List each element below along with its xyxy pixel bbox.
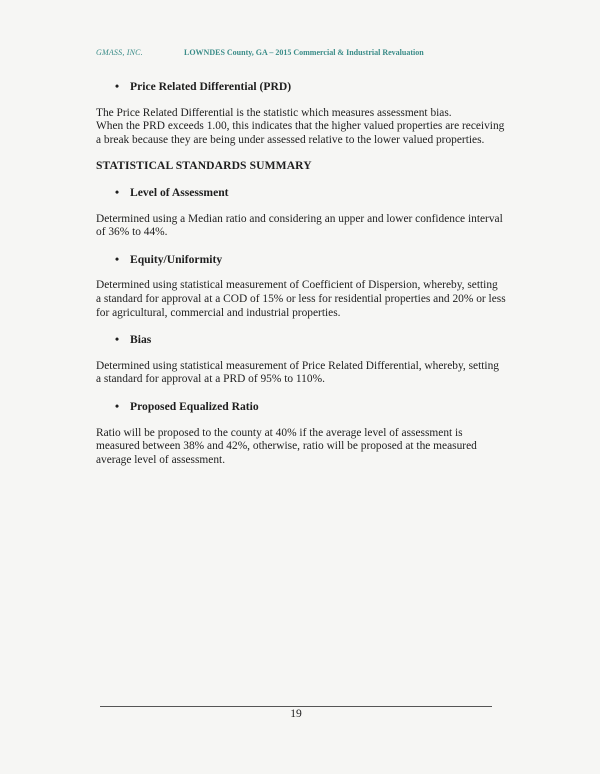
- bullet-icon: •: [115, 333, 120, 347]
- paragraph-line: When the PRD exceeds 1.00, this indicates that the higher valued properties are receiving: [96, 120, 505, 133]
- document-body: [96, 80, 516, 467]
- section-title-summary: STATISTICAL STANDARDS SUMMARY: [96, 159, 312, 173]
- paragraph-line: Determined using a Median ratio and considering an upper and lower confidence interval: [96, 212, 503, 225]
- paragraph-line: Determined using statistical measurement of Coefficient of Dispersion, whereby, setting: [96, 279, 498, 292]
- heading-equity: Equity/Uniformity: [130, 252, 223, 266]
- paragraph-line: The Price Related Differential is the statistic which measures assessment bias.: [96, 106, 452, 119]
- paragraph-equity: [96, 279, 516, 320]
- bullet-icon: •: [115, 185, 120, 199]
- heading-bias: Bias: [130, 333, 152, 347]
- paragraph-line: a standard for approval at a COD of 15% or less for residential properties and 20% or less: [96, 292, 506, 305]
- paragraph-prd: [96, 107, 516, 148]
- header-title: LOWNDES County, GA – 2015 Commercial & Industrial Revaluation: [184, 48, 424, 57]
- bullet-heading-prd: [96, 80, 516, 94]
- bullet-heading-level: [96, 186, 516, 200]
- bullet-heading-ratio: [96, 400, 516, 414]
- paragraph-line: of 36% to 44%.: [96, 226, 168, 239]
- paragraph-line: Determined using statistical measurement of Price Related Differential, whereby, setting: [96, 359, 499, 372]
- heading-prd: Price Related Differential (PRD): [130, 80, 292, 93]
- paragraph-line: a standard for approval at a PRD of 95% to 110%.: [96, 373, 325, 386]
- paragraph-level: [96, 213, 516, 240]
- bullet-icon: •: [115, 80, 120, 93]
- heading-level: Level of Assessment: [130, 185, 229, 199]
- bullet-heading-bias: [96, 333, 516, 347]
- bullet-icon: •: [115, 399, 120, 413]
- bullet-heading-equity: [96, 253, 516, 267]
- paragraph-line: Ratio will be proposed to the county at 40% if the average level of assessment is: [96, 426, 463, 439]
- paragraph-line: for agricultural, commercial and industrial properties.: [96, 306, 341, 319]
- paragraph-line: average level of assessment.: [96, 453, 226, 466]
- page-number: 19: [290, 707, 302, 720]
- paragraph-line: measured between 38% and 42%, otherwise, ratio will be proposed at the measured: [96, 440, 477, 453]
- heading-ratio: Proposed Equalized Ratio: [130, 399, 259, 413]
- paragraph-line: a break because they are being under assessed relative to the lower valued properties.: [96, 133, 485, 146]
- paragraph-bias: [96, 360, 516, 387]
- bullet-icon: •: [115, 252, 120, 266]
- paragraph-ratio: [96, 427, 516, 468]
- header-firm: GMASS, INC.: [96, 48, 143, 57]
